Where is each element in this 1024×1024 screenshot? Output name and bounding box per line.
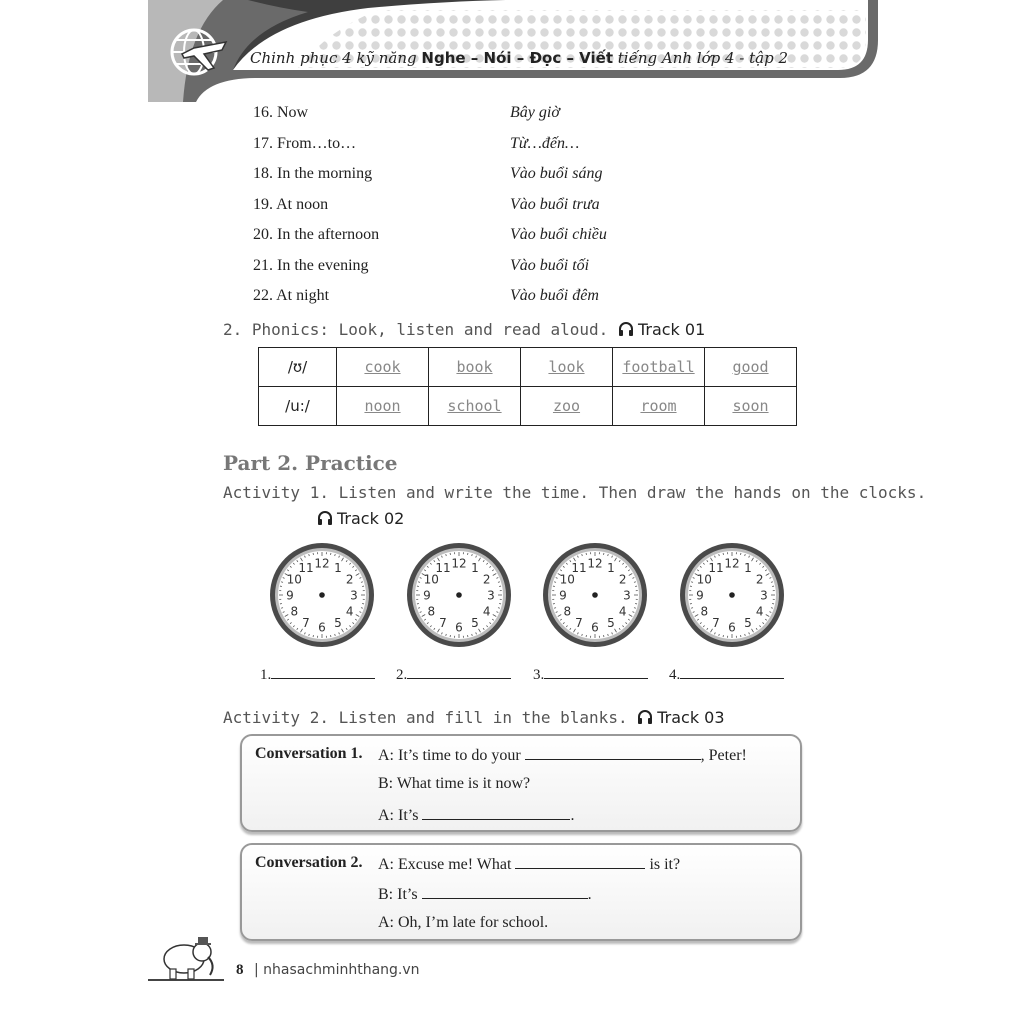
clock-2[interactable] xyxy=(404,540,514,650)
clock-number: 7 xyxy=(302,616,310,631)
clock-number: 7 xyxy=(575,616,583,631)
track-01-button[interactable]: Track 01 xyxy=(618,320,705,339)
table-row xyxy=(259,387,797,426)
clock-number: 1 xyxy=(471,560,479,575)
clock-number: 8 xyxy=(290,604,299,619)
vocab-english: 17. From…to… xyxy=(253,134,357,152)
vocab-vietnamese: Vào buổi chiều xyxy=(510,226,607,243)
clock-number: 6 xyxy=(455,620,463,635)
clock-4[interactable] xyxy=(677,540,787,650)
header-title: Chinh phục 4 kỹ năng Nghe – Nói – Đọc – Viết tiếng Anh lớp 4 - tập 2 xyxy=(250,49,789,67)
clock-number: 6 xyxy=(318,620,326,635)
vocab-vietnamese: Vào buổi sáng xyxy=(510,165,603,182)
clock-number: 5 xyxy=(471,616,479,631)
clock-3[interactable] xyxy=(540,540,650,650)
clock-number: 3 xyxy=(623,588,631,603)
clock-number: 5 xyxy=(744,616,752,631)
clock-number: 11 xyxy=(298,560,314,575)
table-cell: noon xyxy=(337,387,429,426)
table-cell: book xyxy=(429,348,521,387)
table-cell: football xyxy=(613,348,705,387)
clock-number: 12 xyxy=(451,556,467,571)
vocab-english: 16. Now xyxy=(253,104,309,121)
clock-number: 7 xyxy=(439,616,447,631)
phonics-table xyxy=(258,347,797,426)
clock-center xyxy=(592,592,598,598)
clock-number: 12 xyxy=(314,556,330,571)
globe-plane-icon xyxy=(164,22,230,78)
vocab-vietnamese: Bây giờ xyxy=(510,104,560,121)
answer-blank[interactable] xyxy=(407,666,511,679)
headphones-icon xyxy=(317,510,333,526)
conversation-2-box xyxy=(240,843,802,941)
vocab-english: 19. At noon xyxy=(253,195,329,213)
vocab-english: 20. In the afternoon xyxy=(253,226,380,243)
vocab-vietnamese: Vào buổi tối xyxy=(510,256,590,274)
clock-number: 2 xyxy=(755,572,764,587)
table-cell: cook xyxy=(337,348,429,387)
table-cell: zoo xyxy=(521,387,613,426)
activity-1-heading: Activity 1. Listen and write the time. Then draw the hands on the clocks. xyxy=(223,483,927,502)
answer-3: 3. xyxy=(533,666,648,684)
clock-number: 5 xyxy=(607,616,615,631)
clock-number: 10 xyxy=(286,572,302,587)
track-02-button[interactable]: Track 02 xyxy=(317,509,404,528)
clock-number: 9 xyxy=(559,588,567,603)
clock-number: 8 xyxy=(427,604,436,619)
conversation-line: A: Excuse me! What is it? xyxy=(378,856,681,873)
clock-number: 3 xyxy=(760,588,768,603)
answer-1: 1. xyxy=(260,666,375,684)
clock-number: 4 xyxy=(755,604,764,619)
clock-number: 10 xyxy=(423,572,439,587)
vocab-english: 22. At night xyxy=(253,287,330,304)
clock-number: 9 xyxy=(286,588,294,603)
answer-blank[interactable] xyxy=(271,666,375,679)
conversation-line: B: It’s . xyxy=(378,886,592,903)
clock-center xyxy=(456,592,462,598)
vocab-english: 21. In the evening xyxy=(253,256,369,274)
headphones-icon xyxy=(637,709,653,725)
clock-number: 11 xyxy=(571,560,587,575)
clock-number: 10 xyxy=(696,572,712,587)
clock-number: 1 xyxy=(607,560,615,575)
clock-number: 3 xyxy=(487,588,495,603)
clock-number: 9 xyxy=(696,588,704,603)
table-cell: good xyxy=(705,348,797,387)
phoneme-symbol: /u:/ xyxy=(259,387,337,426)
answer-blank[interactable] xyxy=(544,666,648,679)
clock-number: 4 xyxy=(482,604,491,619)
footer-website[interactable]: | nhasachminhthang.vn xyxy=(254,962,420,978)
clock-number: 9 xyxy=(423,588,431,603)
conversation-line: A: Oh, I’m late for school. xyxy=(378,914,549,931)
clock-number: 8 xyxy=(563,604,572,619)
headphones-icon xyxy=(618,321,634,337)
conversation-1-box xyxy=(240,734,802,832)
page-number: 8 xyxy=(236,962,244,978)
clock-number: 4 xyxy=(345,604,354,619)
table-cell: soon xyxy=(705,387,797,426)
vocab-vietnamese: Vào buổi đêm xyxy=(510,287,599,304)
clock-number: 2 xyxy=(345,572,354,587)
clock-number: 7 xyxy=(712,616,720,631)
table-cell: school xyxy=(429,387,521,426)
clock-number: 12 xyxy=(587,556,603,571)
conversation-label: Conversation 1. xyxy=(255,745,363,762)
clock-number: 3 xyxy=(350,588,358,603)
clock-number: 4 xyxy=(618,604,627,619)
clock-number: 5 xyxy=(334,616,342,631)
conversation-label: Conversation 2. xyxy=(255,854,363,871)
clock-number: 2 xyxy=(482,572,491,587)
list-item xyxy=(253,98,673,129)
clock-number: 11 xyxy=(435,560,451,575)
fill-blank[interactable] xyxy=(422,805,570,820)
fill-blank[interactable] xyxy=(422,884,588,899)
fill-blank[interactable] xyxy=(525,745,701,760)
fill-blank[interactable] xyxy=(515,854,645,869)
table-row xyxy=(259,348,797,387)
list-item xyxy=(253,190,673,221)
clock-number: 1 xyxy=(334,560,342,575)
clock-number: 6 xyxy=(591,620,599,635)
clock-number: 1 xyxy=(744,560,752,575)
vocab-vietnamese: Vào buổi trưa xyxy=(510,195,600,213)
answer-4: 4. xyxy=(669,666,784,684)
table-cell: room xyxy=(613,387,705,426)
clock-1[interactable] xyxy=(267,540,377,650)
conversation-line: A: It’s . xyxy=(378,807,575,824)
list-item xyxy=(253,159,673,190)
list-item xyxy=(253,220,673,251)
phoneme-symbol: /ʊ/ xyxy=(259,348,337,387)
clock-number: 2 xyxy=(618,572,627,587)
section-title: Part 2. Practice xyxy=(223,451,398,475)
clock-number: 11 xyxy=(708,560,724,575)
list-item xyxy=(253,251,673,282)
phonics-heading: 2. Phonics: Look, listen and read aloud. Track 01 xyxy=(223,320,706,339)
activity-2-heading: Activity 2. Listen and fill in the blanks. Track 03 xyxy=(223,708,725,727)
table-cell: look xyxy=(521,348,613,387)
vocab-english: 18. In the morning xyxy=(253,165,373,182)
vocab-vietnamese: Từ…đến… xyxy=(510,134,580,152)
clock-number: 10 xyxy=(559,572,575,587)
clock-center xyxy=(729,592,735,598)
clock-center xyxy=(319,592,325,598)
list-item xyxy=(253,129,673,160)
clock-number: 12 xyxy=(724,556,740,571)
answer-blank[interactable] xyxy=(680,666,784,679)
conversation-line: A: It’s time to do your , Peter! xyxy=(378,747,747,764)
clock-number: 8 xyxy=(700,604,709,619)
elephant-icon xyxy=(148,935,224,983)
conversation-line: B: What time is it now? xyxy=(378,775,531,792)
track-03-button[interactable]: Track 03 xyxy=(637,708,724,727)
answer-2: 2. xyxy=(396,666,511,684)
clock-number: 6 xyxy=(728,620,736,635)
list-item xyxy=(253,281,673,312)
vocabulary-list xyxy=(253,98,673,312)
